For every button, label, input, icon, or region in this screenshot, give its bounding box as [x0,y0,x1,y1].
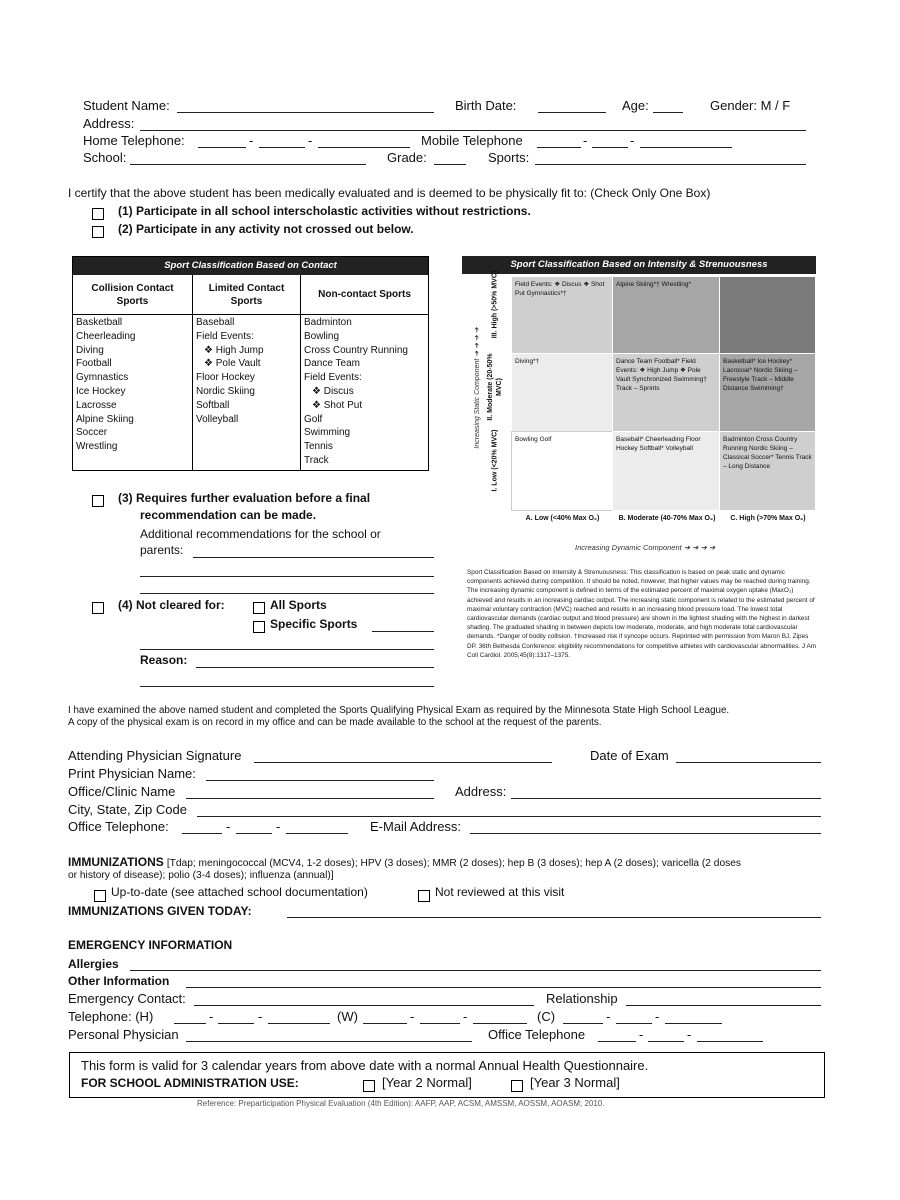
date-of-exam-label: Date of Exam [590,748,669,763]
dash: - [226,819,231,834]
cell-high-high [719,276,816,354]
option4-field[interactable] [140,649,434,650]
option2-checkbox[interactable] [92,223,104,241]
office-tel-part1[interactable] [182,833,222,834]
date-of-exam-field[interactable] [676,762,821,763]
collision-column [73,275,193,470]
specific-sports-field[interactable] [372,631,434,632]
immunizations-given-today-label: IMMUNIZATIONS GIVEN TODAY: [68,904,252,918]
dash: - [630,133,635,148]
telephone-c-label: (C) [537,1009,556,1024]
list-item: Baseball [196,317,235,328]
office-tel2-part2[interactable] [648,1041,684,1042]
tel-c-part3[interactable] [665,1023,722,1024]
birth-date-field[interactable] [538,112,606,113]
telephone-w-label: (W) [337,1009,358,1024]
dash: - [258,1009,263,1024]
grade-label: Grade: [387,150,427,165]
cell-low-moderate: Baseball* Cheerleading Floor Hockey Softball* Volleyball [612,431,720,511]
limited-header: Limited Contact Sports [193,275,300,315]
list-item: ❖ Discus [312,385,354,397]
home-tel-part2[interactable] [259,147,305,148]
option3-recommendation-field[interactable] [193,557,434,558]
list-item: ❖ Shot Put [312,399,363,411]
list-item: Bowling [304,330,340,342]
noncontact-column [301,275,428,470]
personal-physician-label: Personal Physician [68,1027,179,1042]
home-tel-part3[interactable] [318,147,410,148]
year3-label: [Year 3 Normal] [530,1075,620,1090]
contact-classification-table [72,256,429,471]
immunizations-detail1: [Tdap; meningococcal (MCV4, 1-2 doses); HPV (3 doses); MMR (2 doses); hep B (3 doses); hep A (2 doses); varicella (2 doses [166,858,741,869]
uptodate-checkbox[interactable] [94,887,106,905]
option4-checkbox[interactable] [92,599,104,617]
year3-checkbox[interactable] [511,1077,523,1095]
cell-low-high: Badminton Cross Country Running Nordic Skiing – Classical Soccer* Tennis Track – Long Distance [719,431,816,511]
home-telephone-label: Home Telephone: [83,133,185,148]
grade-field[interactable] [434,164,466,165]
list-item: Wrestling [76,441,118,453]
tel-w-part3[interactable] [473,1023,527,1024]
list-item: Football [76,358,112,370]
cell-high-low: Field Events: ❖ Discus ❖ Shot Put Gymnastics*† [511,276,613,354]
mobile-tel-part2[interactable] [592,147,628,148]
list-item: Nordic Skiing [196,385,255,397]
student-name-label: Student Name: [83,98,170,113]
list-item: Floor Hockey [196,372,255,384]
list-item: Field Events: [196,330,254,342]
list-item: Gymnastics [76,372,129,384]
list-item: Cheerleading [76,330,136,342]
personal-physician-field[interactable] [186,1041,472,1042]
all-sports-label: All Sports [270,598,327,612]
office-tel2-part3[interactable] [697,1041,763,1042]
list-item: Ice Hockey [76,385,126,397]
office-tel-part2[interactable] [236,833,272,834]
relationship-label: Relationship [546,991,618,1006]
mobile-tel-part3[interactable] [640,147,732,148]
dash: - [410,1009,415,1024]
list-item: Softball [196,399,230,411]
y-level-low: I. Low (<20% MVC) [491,429,499,492]
dynamic-axis-label: Increasing Dynamic Component ➔ ➔ ➔ ➔ [575,543,716,552]
cell-moderate-moderate: Dance Team Football* Field Events: ❖ High Jump ❖ Pole Vault Synchronized Swimming† Track – Sprints [612,353,720,432]
tel-w-part1[interactable] [363,1023,407,1024]
specific-sports-checkbox[interactable] [253,618,265,636]
reason-field[interactable] [140,686,434,687]
other-information-label: Other Information [68,974,170,988]
option1-checkbox[interactable] [92,205,104,223]
physician-signature-label: Attending Physician Signature [68,748,242,763]
cell-moderate-low: Diving*† [511,353,613,432]
list-item: Soccer [76,427,108,439]
address-label: Address: [83,116,135,131]
limited-column [193,275,301,470]
limited-list [193,315,300,427]
option4-label: (4) Not cleared for: [118,598,225,612]
tel-w-part2[interactable] [420,1023,460,1024]
emergency-contact-label: Emergency Contact: [68,991,186,1006]
dash: - [583,133,588,148]
school-label: School: [83,150,127,165]
email-label: E-Mail Address: [370,819,462,834]
list-item: Golf [304,413,323,425]
office-telephone-label-2: Office Telephone [488,1027,586,1042]
option3-additional-line2: parents: [140,543,184,557]
not-reviewed-label: Not reviewed at this visit [435,885,565,899]
x-level-moderate: B. Moderate (40-70% Max O₂) [618,515,716,522]
intensity-chart-note: Sport Classification Based on Intensity & Strenuousness: This classification is based on peak static and dynamic components achieved during competition. It should be noted, however, that higher values may be reached during training. The increasing dynamic component is defined in terms of the estimated percent of maximal oxygen uptake (MaxO₂) achieved and results in an increasing cardiac output. The increasing static component is related to the estimated percent of maximal voluntary contraction (MVC) reached and results in an increasing blood pressure load. The lowest total cardiovascular demands (cardiac output and blood pressure) are shown in the lightest shading with the highest in darkest shading. The graduated shading in between depicts low moderate, moderate, and high moderate total cardiovascular demands. *Danger of bodily collision. †Increased risk if syncope occurs. Reprinted with permission from Maron BJ, Zipes DP. 36th Bethesda Conference: eligibility recommendations for competitive athletes with cardiovascular abnormalities. J Am Coll Cardiol. 2005;45(8):1317–1375. [467,569,817,659]
list-item: Diving [76,344,104,356]
tel-h-part3[interactable] [268,1023,330,1024]
option2-label: (2) Participate in any activity not crossed out below. [118,222,414,236]
all-sports-checkbox[interactable] [253,599,265,617]
list-item: Lacrosse [76,399,117,411]
immunizations-line1 [68,855,741,869]
allergies-field[interactable] [130,970,821,971]
contact-table-title: Sport Classification Based on Contact [73,257,428,275]
age-label: Age: [622,98,649,113]
home-tel-part1[interactable] [198,147,246,148]
year2-label: [Year 2 Normal] [382,1075,472,1090]
list-item: Swimming [304,427,351,439]
list-item: Field Events: [304,372,362,384]
print-physician-name-field[interactable] [206,780,434,781]
dash: - [687,1027,692,1042]
birth-date-label: Birth Date: [455,98,517,113]
emergency-heading: EMERGENCY INFORMATION [68,938,233,952]
collision-header: Collision Contact Sports [73,275,192,315]
emergency-contact-field[interactable] [194,1005,534,1006]
list-item: Alpine Skiing [76,413,134,425]
office-tel2-part1[interactable] [598,1041,636,1042]
allergies-label: Allergies [68,957,119,971]
tel-h-part2[interactable] [218,1023,254,1024]
option3-checkbox[interactable] [92,492,104,510]
dash: - [606,1009,611,1024]
email-field[interactable] [470,833,821,834]
mobile-telephone-label: Mobile Telephone [421,133,523,148]
noncontact-header: Non-contact Sports [301,275,428,315]
dash: - [463,1009,468,1024]
dash: - [639,1027,644,1042]
dash: - [249,133,254,148]
option3-label-line2: recommendation can be made. [140,508,317,522]
cell-moderate-high: Basketball* Ice Hockey* Lacrosse* Nordic Skiing – Freestyle Track – Middle Distance Swimming† [719,353,816,432]
tel-c-part1[interactable] [563,1023,603,1024]
school-field[interactable] [130,164,366,165]
list-item: Dance Team [304,358,360,370]
y-level-moderate: II. Moderate (20-50% MVC) [487,353,503,421]
specific-sports-label: Specific Sports [270,617,358,631]
dash: - [209,1009,214,1024]
x-level-high: C. High (>70% Max O₂) [730,515,806,522]
office-clinic-field[interactable] [186,798,434,799]
noncontact-list [301,315,428,469]
tel-h-part1[interactable] [174,1023,206,1024]
reason-label: Reason: [140,653,188,667]
address-label-physician: Address: [455,784,507,799]
exam-statement-line2: A copy of the physical exam is on record in my office and can be made available to the school at the request of the parents. [68,717,602,728]
cell-high-moderate: Alpine Skiing*† Wrestling* [612,276,720,354]
tel-c-part2[interactable] [616,1023,652,1024]
relationship-field[interactable] [626,1005,821,1006]
print-physician-name-label: Print Physician Name: [68,766,196,781]
office-telephone-label: Office Telephone: [68,819,169,834]
school-admin-use-label: FOR SCHOOL ADMINISTRATION USE: [81,1076,299,1090]
static-axis-label: Increasing Static Component ➔ ➔ ➔ ➔ [474,327,481,449]
immunizations-heading: IMMUNIZATIONS [68,855,164,869]
option3-recommendation-field[interactable] [140,593,434,594]
address-field[interactable] [140,130,806,131]
gender-label: Gender: M / F [710,98,791,113]
collision-list [73,315,192,455]
cell-low-low: Bowling Golf [511,431,613,511]
office-tel-part3[interactable] [286,833,348,834]
not-reviewed-checkbox[interactable] [418,887,430,905]
sports-field[interactable] [535,164,806,165]
telephone-h-label: Telephone: (H) [68,1009,154,1024]
list-item: Basketball [76,317,123,328]
list-item: Tennis [304,441,333,453]
mobile-tel-part1[interactable] [537,147,581,148]
intensity-chart-title: Sport Classification Based on Intensity & Strenuousness [462,256,816,274]
y-level-high: III. High (>50% MVC) [491,270,499,339]
reference-text: Reference: Preparticipation Physical Evaluation (4th Edition): AAFP, AAP, ACSM, AMSSM, AOSSM, AOASM; 2010. [197,1099,605,1108]
age-field[interactable] [653,112,683,113]
school-admin-box [69,1052,825,1098]
immunizations-given-today-field[interactable] [287,917,821,918]
sports-label: Sports: [488,150,530,165]
dash: - [655,1009,660,1024]
list-item: Badminton [304,317,352,328]
exam-statement-line1: I have examined the above named student and completed the Sports Qualifying Physical Exam as required by the Minnesota State High School League. [68,705,730,716]
physician-signature-field[interactable] [254,762,552,763]
certify-text: I certify that the above student has been medically evaluated and is deemed to be physically fit to: (Check Only One Box) [68,186,711,200]
office-clinic-label: Office/Clinic Name [68,784,176,799]
list-item: ❖ High Jump [204,344,264,356]
list-item: ❖ Pole Vault [204,358,261,370]
year2-checkbox[interactable] [363,1077,375,1095]
option3-recommendation-field[interactable] [140,576,434,577]
list-item: Cross Country Running [304,344,408,356]
option3-additional-line1: Additional recommendations for the school or [140,527,381,541]
student-name-field[interactable] [177,112,434,113]
list-item: Volleyball [196,413,239,425]
immunizations-detail2: or history of disease); polio (3-4 doses); influenza (annual)] [68,870,334,881]
x-level-low: A. Low (<40% Max O₂) [525,515,600,522]
reason-field[interactable] [196,667,434,668]
dash: - [276,819,281,834]
validity-text: This form is valid for 3 calendar years from above date with a normal Annual Health Questionnaire. [81,1058,649,1073]
dash: - [308,133,313,148]
uptodate-label: Up-to-date (see attached school documentation) [111,885,368,899]
list-item: Track [304,454,329,466]
city-state-zip-label: City, State, Zip Code [68,802,187,817]
city-state-zip-field[interactable] [197,816,821,817]
option1-label: (1) Participate in all school interscholastic activities without restrictions. [118,204,531,218]
physician-address-field[interactable] [511,798,821,799]
other-information-field[interactable] [186,987,821,988]
option3-label-line1: (3) Requires further evaluation before a final [118,491,371,505]
